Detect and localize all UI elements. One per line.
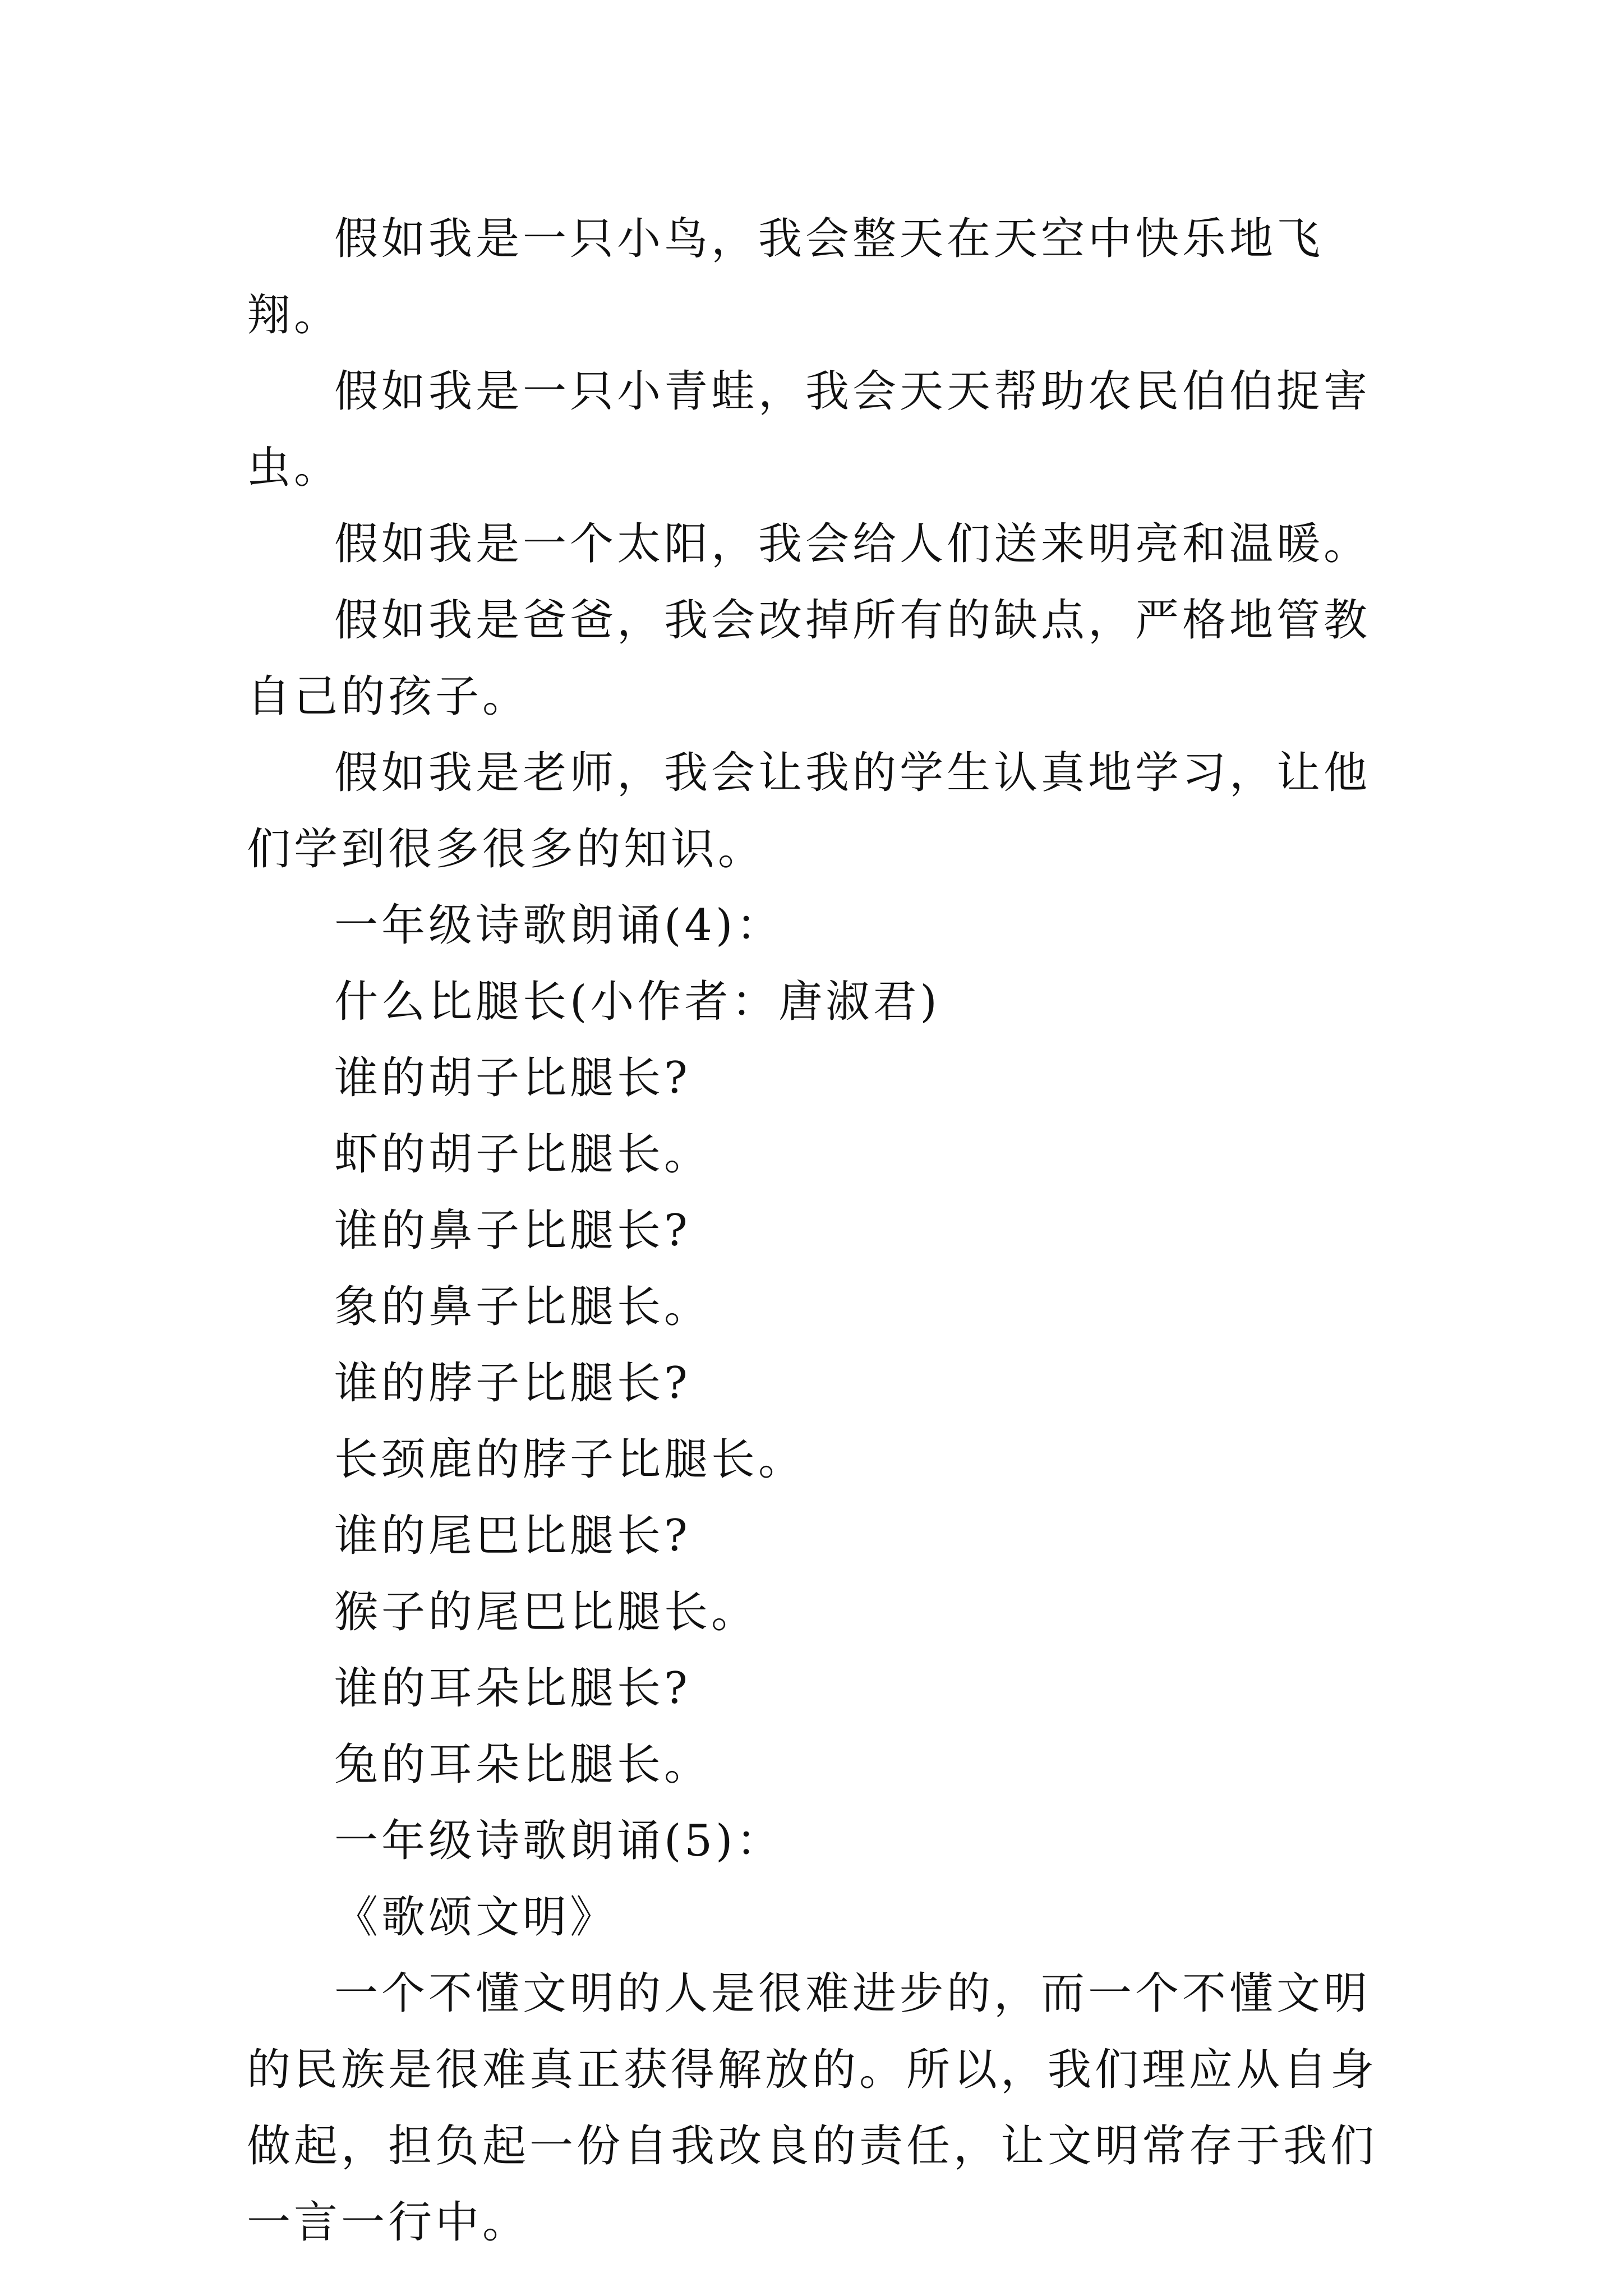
document-body [247,201,1413,2261]
section-heading-5: 一年级诗歌朗诵(5)： [334,1816,783,1866]
paragraph-5: 假如我是老师，我会让我的学生认真地学习，让他们学到很多很多的知识。 [247,748,1371,875]
paragraph-1: 假如我是一只小鸟，我会整天在天空中快乐地飞翔。 [247,214,1324,341]
paragraph-3: 假如我是一个太阳，我会给人们送来明亮和温暖。 [334,519,1371,569]
poem-line-8: 猴子的尾巴比腿长。 [334,1587,759,1637]
paragraph-2: 假如我是一只小青蛙，我会天天帮助农民伯伯捉害虫。 [247,366,1371,493]
poem-line-2: 虾的胡子比腿长。 [334,1129,712,1180]
poem-title: 什么比腿长(小作者：唐淑君) [334,977,940,1027]
poem-line-7: 谁的尾巴比腿长? [334,1511,691,1561]
paragraph-4: 假如我是爸爸，我会改掉所有的缺点，严格地管教自己的孩子。 [247,595,1371,722]
essay-title: 《歌颂文明》 [334,1892,617,1943]
poem-line-3: 谁的鼻子比腿长? [334,1205,691,1256]
essay-paragraph: 一个不懂文明的人是很难进步的，而一个不懂文明的民族是很难真正获得解放的。所以，我们理应从自身做起，担负起一份自我改良的责任，让文明常存于我们一言一行中。 [247,1968,1378,2248]
poem-line-6: 长颈鹿的脖子比腿长。 [334,1434,806,1485]
poem-line-10: 兔的耳朵比腿长。 [334,1740,712,1790]
poem-line-9: 谁的耳朵比腿长? [334,1663,691,1714]
poem-line-1: 谁的胡子比腿长? [334,1053,691,1103]
poem-line-4: 象的鼻子比腿长。 [334,1282,712,1332]
section-heading-4: 一年级诗歌朗诵(4)： [334,900,783,951]
poem-line-5: 谁的脖子比腿长? [334,1358,691,1409]
